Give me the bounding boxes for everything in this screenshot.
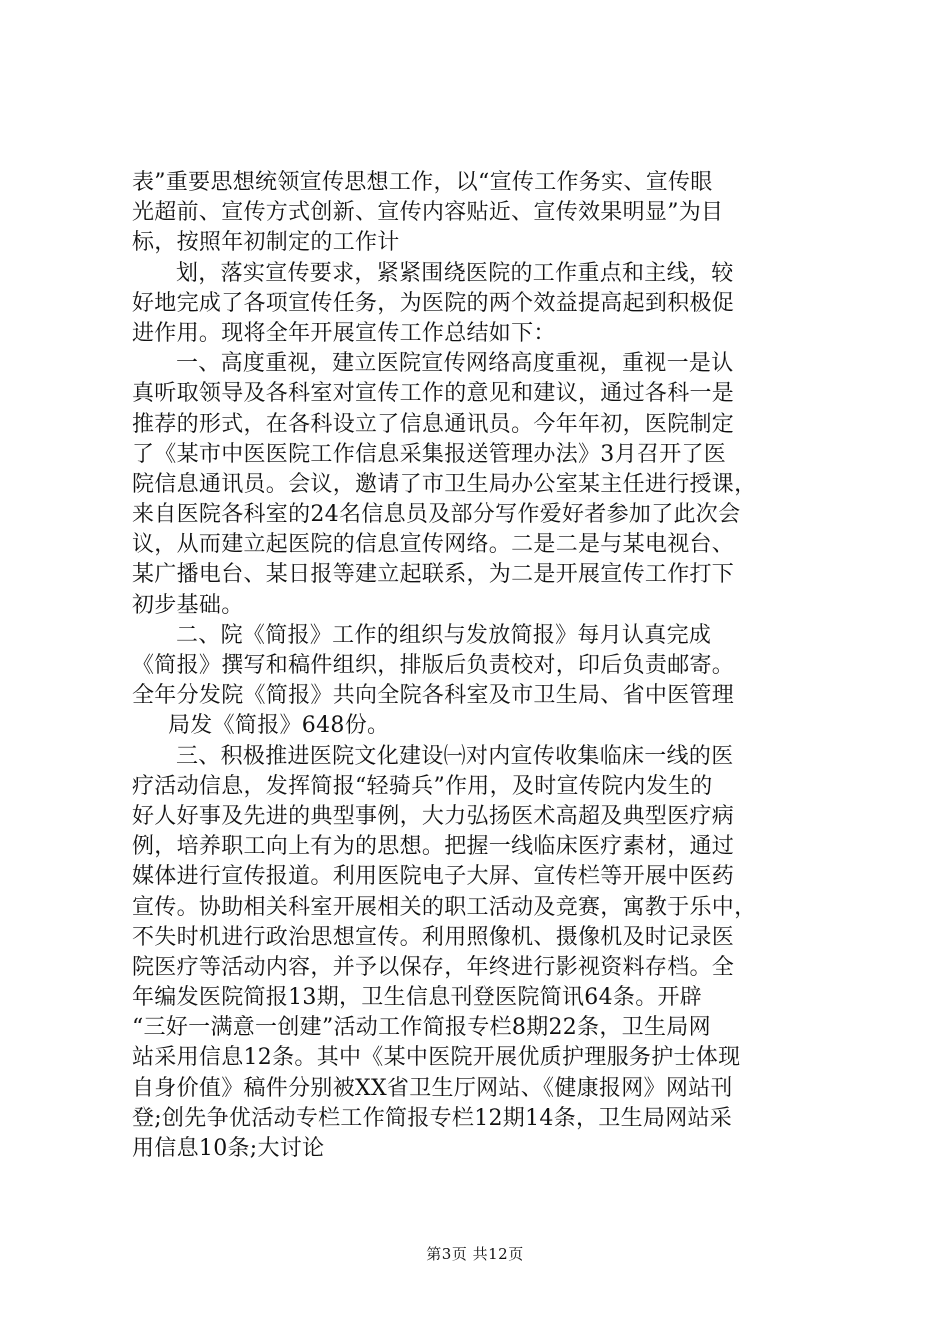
text-line: “三好一满意一创建”活动工作简报专栏8期22条，卫生局网 xyxy=(132,1015,711,1041)
text-line: 例，培养职工向上有为的思想。把握一线临床医疗素材，通过 xyxy=(132,834,735,860)
text-line: 表”重要思想统领宣传思想工作，以“宣传工作务实、宣传眼 xyxy=(132,170,713,195)
text-line: 进作用。现将全年开展宣传工作总结如下： xyxy=(132,320,556,346)
document-body xyxy=(132,168,832,1164)
text-line: 自身价值》稿件分别被XX省卫生厅网站、《健康报网》网站刊 xyxy=(132,1075,733,1101)
text-line: 局发《简报》648份。 xyxy=(168,713,390,739)
text-line: 《简报》撰写和稿件组织，排版后负责校对，印后负责邮寄。 xyxy=(132,653,735,678)
text-line: 标，按照年初制定的工作计 xyxy=(132,230,400,256)
text-line: 用信息10条;大讨论 xyxy=(132,1136,325,1161)
text-line: 了《某市中医医院工作信息采集报送管理办法》3月召开了医 xyxy=(132,441,727,467)
text-line: 好地完成了各项宣传任务，为医院的两个效益提高起到积极促 xyxy=(132,290,735,316)
text-line: 推荐的形式，在各科设立了信息通讯员。今年年初，医院制定 xyxy=(132,411,735,437)
text-line: 议，从而建立起医院的信息宣传网络。二是二是与某电视台、 xyxy=(132,532,735,558)
text-line: 院医疗等活动内容，并予以保存，年终进行影视资料存档。全 xyxy=(132,954,735,980)
text-line: 真听取领导及各科室对宣传工作的意见和建议，通过各科一是 xyxy=(132,381,735,407)
text-line: 划，落实宣传要求，紧紧围绕医院的工作重点和主线，较 xyxy=(176,260,734,286)
text-line: 媒体进行宣传报道。利用医院电子大屏、宣传栏等开展中医药 xyxy=(132,864,735,890)
text-line: 院信息通讯员。会议，邀请了市卫生局办公室某主任进行授课， xyxy=(132,471,757,497)
text-line: 站采用信息12条。其中《某中医院开展优质护理服务护士体现 xyxy=(132,1045,741,1071)
text-line: 三、积极推进医院文化建设㈠对内宣传收集临床一线的医 xyxy=(176,743,734,769)
text-line: 好人好事及先进的典型事例，大力弘扬医术高超及典型医疗病 xyxy=(132,803,735,829)
text-line: 初步基础。 xyxy=(132,592,244,618)
text-line: 不失时机进行政治思想宣传。利用照像机、摄像机及时记录医 xyxy=(132,924,735,950)
text-line: 疗活动信息，发挥简报“轻骑兵”作用，及时宣传院内发生的 xyxy=(132,773,713,799)
text-line: 全年分发院《简报》共向全院各科室及市卫生局、省中医管理 xyxy=(132,683,735,709)
text-line: 光超前、宣传方式创新、宣传内容贴近、宣传效果明显”为目 xyxy=(132,200,724,226)
text-line: 二、院《简报》工作的组织与发放简报》每月认真完成 xyxy=(176,622,712,648)
text-line: 年编发医院简报13期，卫生信息刊登医院简讯64条。开辟 xyxy=(132,985,703,1011)
page-footer: 第3页 共12页 xyxy=(426,1245,524,1263)
text-line: 登;创先争优活动专栏工作简报专栏12期14条，卫生局网站采 xyxy=(132,1105,733,1131)
text-line: 宣传。协助相关科室开展相关的职工活动及竞赛，寓教于乐中， xyxy=(132,894,757,920)
text-line: 一、高度重视，建立医院宣传网络高度重视，重视一是认 xyxy=(176,351,734,377)
text-line: 来自医院各科室的24名信息员及部分写作爱好者参加了此次会 xyxy=(132,502,741,528)
text-line: 某广播电台、某日报等建立起联系，为二是开展宣传工作打下 xyxy=(132,562,735,588)
